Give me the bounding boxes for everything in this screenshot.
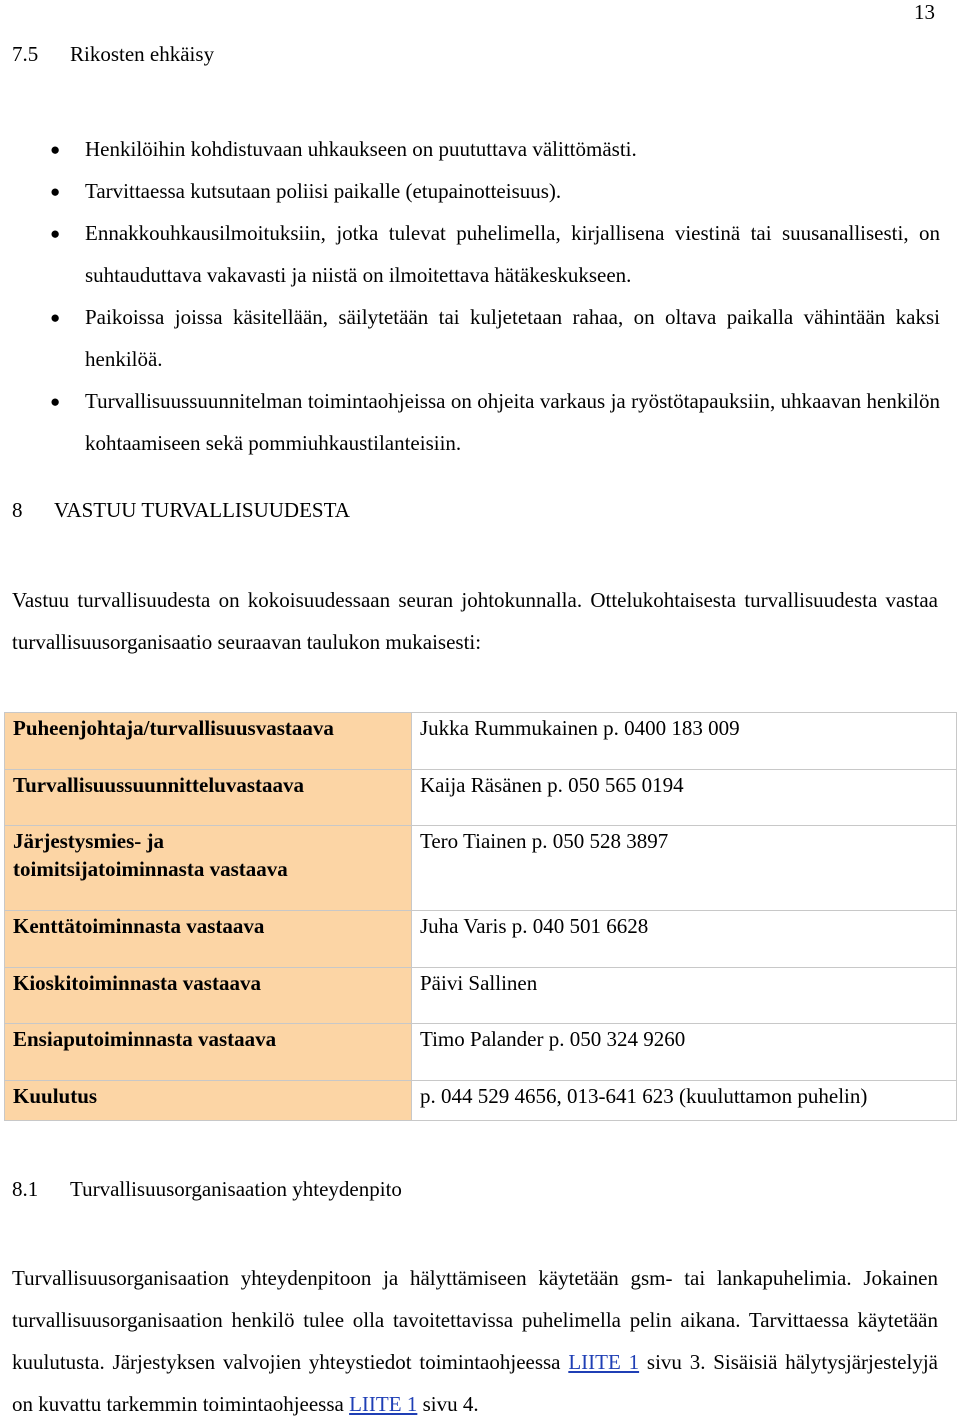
table-row	[5, 713, 957, 770]
section-title: Rikosten ehkäisy	[70, 42, 215, 66]
table-row	[5, 967, 957, 1024]
list-item: ● Tarvittaessa kutsutaan poliisi paikalle (etupainotteisuus).	[50, 179, 562, 203]
section-heading-8-1	[12, 1177, 402, 1201]
section-heading-8	[12, 498, 350, 522]
bullet-icon: ●	[50, 182, 61, 201]
bullet-list	[0, 128, 940, 464]
list-item: ● Turvallisuussuunnitelman toimintaohjeissa on ohjeita varkaus ja ryöstötapauksiin, uhkaavan henkilön kohtaamiseen sekä pommiuhkaustilanteisiin.	[50, 389, 940, 455]
role-cell: Turvallisuussuunnitteluvastaava	[5, 769, 412, 826]
bullet-icon: ●	[50, 308, 61, 327]
table-row	[5, 769, 957, 826]
liite-1-link[interactable]: LIITE 1	[349, 1392, 418, 1416]
list-item: ● Ennakkouhkausilmoituksiin, jotka tulevat puhelimella, kirjallisena viestinä tai suusanallisesti, on suhtauduttava vakavasti ja niistä on ilmoitettava hätäkeskukseen.	[50, 221, 940, 287]
role-cell: Kioskitoiminnasta vastaava	[5, 967, 412, 1024]
table-row	[5, 1024, 957, 1081]
role-cell: Puheenjohtaja/turvallisuusvastaava	[5, 713, 412, 770]
person-cell: Tero Tiainen p. 050 528 3897	[412, 826, 957, 911]
responsibility-table	[4, 712, 957, 1121]
role-cell: Kuulutus	[5, 1080, 412, 1120]
liite-1-link[interactable]: LIITE 1	[568, 1350, 640, 1374]
list-item: ● Paikoissa joissa käsitellään, säilytetään tai kuljetetaan rahaa, on oltava paikalla vähintään kaksi henkilöä.	[50, 305, 940, 371]
section-title: VASTUU TURVALLISUUDESTA	[54, 498, 350, 522]
person-cell: Juha Varis p. 040 501 6628	[412, 911, 957, 968]
list-item: ● Henkilöihin kohdistuvaan uhkaukseen on puututtava välittömästi.	[50, 137, 637, 161]
section-8-paragraph: Vastuu turvallisuudesta on kokoisuudessaan seuran johtokunnalla. Ottelukohtaisesta turvallisuudesta vastaa turvallisuusorganisaatio seuraavan taulukon mukaisesti:	[12, 588, 938, 654]
table-row	[5, 1080, 957, 1120]
table-row	[5, 911, 957, 968]
person-cell: Timo Palander p. 050 324 9260	[412, 1024, 957, 1081]
person-cell: Päivi Sallinen	[412, 967, 957, 1024]
section-number: 7.5	[12, 42, 39, 66]
section-number: 8	[12, 498, 23, 522]
section-title: Turvallisuusorganisaation yhteydenpito	[70, 1177, 402, 1201]
bullet-icon: ●	[50, 392, 61, 411]
person-cell: p. 044 529 4656, 013-641 623 (kuuluttamon puhelin)	[412, 1080, 957, 1120]
table-row	[5, 826, 957, 911]
person-cell: Jukka Rummukainen p. 0400 183 009	[412, 713, 957, 770]
section-heading-7-5	[12, 42, 214, 66]
section-number: 8.1	[12, 1177, 39, 1201]
role-cell: Kenttätoiminnasta vastaava	[5, 911, 412, 968]
page-number: 13	[914, 0, 935, 24]
person-cell: Kaija Räsänen p. 050 565 0194	[412, 769, 957, 826]
role-cell: Ensiaputoiminnasta vastaava	[5, 1024, 412, 1081]
bullet-icon: ●	[50, 140, 61, 159]
bullet-icon: ●	[50, 224, 61, 243]
role-cell: Järjestysmies- ja toimitsijatoiminnasta vastaava	[5, 826, 412, 911]
section-8-1-paragraph: Turvallisuusorganisaation yhteydenpitoon ja hälyttämiseen käytetään gsm- tai lankapuhelimia. Jokainen turvallisuusorganisaation henkilö tulee olla tavoitettavissa puhelimella pelin aikana. Tarvittaessa käytetään kuulutusta. Järjestyksen valvojien yhteystiedot toimintaohjeessa LIITE 1 sivu 3. Sisäisiä hälytysjärjestelyjä on kuvattu tarkemmin toimintaohjeessa LIITE 1 sivu 4.	[12, 1266, 938, 1416]
